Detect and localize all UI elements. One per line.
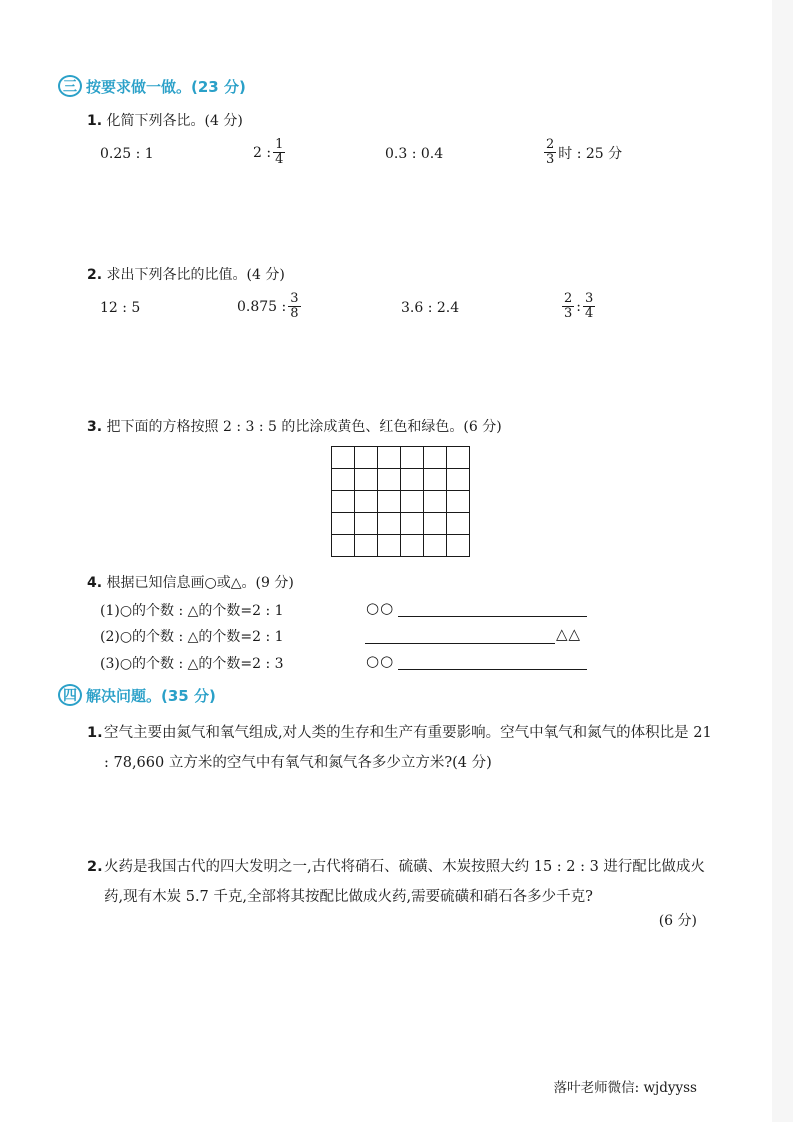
s3-q2-item-4-fraction-1 xyxy=(562,292,574,321)
grid-cell[interactable] xyxy=(447,513,470,535)
s3-q2-number: 2. xyxy=(87,267,103,283)
grid-cell[interactable] xyxy=(332,513,355,535)
grid-row xyxy=(332,535,470,557)
grid-cell[interactable] xyxy=(401,491,424,513)
fraction-numerator: 2 xyxy=(546,137,555,152)
s3-q4-item-2-shapes: △△ xyxy=(556,625,582,643)
grid-cell[interactable] xyxy=(378,513,401,535)
page-edge xyxy=(772,0,793,1122)
grid-cell[interactable] xyxy=(447,447,470,469)
s3-q2-heading xyxy=(87,264,285,284)
s3-q2-item-4-fraction-2 xyxy=(583,292,595,321)
s3-q2-text: 求出下列各比的比值。(4 分) xyxy=(106,267,285,283)
s3-q4-heading xyxy=(87,572,294,592)
fraction-denominator: 3 xyxy=(546,152,555,167)
grid-cell[interactable] xyxy=(424,469,447,491)
s3-q4-item-3-answer-line[interactable] xyxy=(398,669,587,670)
s3-q2-item-1-text: 12 : 5 xyxy=(100,300,141,316)
section4-title: 解决问题。(35 分) xyxy=(86,686,216,705)
grid-cell[interactable] xyxy=(378,447,401,469)
s3-q1-item-2-pre: 2 : xyxy=(253,144,272,161)
s3-q3-number: 3. xyxy=(87,419,103,435)
grid-cell[interactable] xyxy=(424,535,447,557)
grid-cell[interactable] xyxy=(332,447,355,469)
fraction-denominator: 3 xyxy=(564,306,573,321)
section3-badge: 三 xyxy=(58,75,82,97)
grid-cell[interactable] xyxy=(401,535,424,557)
s3-q2-item-4 xyxy=(560,292,597,321)
grid-cell[interactable] xyxy=(378,535,401,557)
coloring-grid[interactable] xyxy=(331,446,470,557)
fraction-numerator: 3 xyxy=(585,291,594,306)
s3-q1-number: 1. xyxy=(87,113,103,129)
fraction-numerator: 2 xyxy=(564,291,573,306)
grid-cell[interactable] xyxy=(401,469,424,491)
grid-cell[interactable] xyxy=(355,447,378,469)
s3-q1-text: 化简下列各比。(4 分) xyxy=(106,113,243,129)
grid-cell[interactable] xyxy=(332,535,355,557)
s3-q1-item-1-text: 0.25 : 1 xyxy=(100,146,154,162)
s3-q4-item-2-label: (2)○的个数 : △的个数=2 : 1 xyxy=(100,629,284,645)
fraction-denominator: 4 xyxy=(585,306,594,321)
grid-cell[interactable] xyxy=(447,535,470,557)
grid-row xyxy=(332,469,470,491)
fraction-denominator: 8 xyxy=(290,306,299,321)
s3-q2-item-3 xyxy=(401,300,459,316)
grid-row xyxy=(332,447,470,469)
grid-cell[interactable] xyxy=(447,469,470,491)
s4-q2-text: 火药是我国古代的四大发明之一,古代将硝石、硫磺、木炭按照大约 15 : 2 : 3 进行配比做成火药,现有木炭 5.7 千克,全部将其按配比做成火药,需要硫磺和硝石各多少千克? xyxy=(104,859,705,905)
s3-q1-item-2-fraction xyxy=(273,138,285,167)
s3-q4-item-1-answer-line[interactable] xyxy=(398,616,587,617)
s4-q1-number: 1. xyxy=(87,725,103,741)
grid-cell[interactable] xyxy=(424,513,447,535)
fraction-denominator: 4 xyxy=(275,152,284,167)
s3-q3-heading xyxy=(87,416,502,436)
grid-cell[interactable] xyxy=(401,513,424,535)
s3-q2-item-2-pre: 0.875 : xyxy=(237,298,287,315)
s3-q1-item-3-text: 0.3 : 0.4 xyxy=(385,146,444,162)
s3-q4-item-3-label: (3)○的个数 : △的个数=2 : 3 xyxy=(100,656,284,672)
s4-q2-score: (6 分) xyxy=(658,913,697,929)
s3-q4-item-2-answer-line[interactable] xyxy=(365,643,555,644)
grid-cell[interactable] xyxy=(378,469,401,491)
grid-cell[interactable] xyxy=(332,469,355,491)
grid-cell[interactable] xyxy=(355,535,378,557)
s3-q1-item-1 xyxy=(100,146,154,162)
s3-q2-item-2 xyxy=(237,292,303,321)
s3-q1-item-3 xyxy=(385,146,443,162)
s3-q1-heading xyxy=(87,110,243,130)
section3-header xyxy=(58,75,246,97)
s4-q1-text: 空气主要由氮气和氧气组成,对人类的生存和生产有重要影响。空气中氧气和氮气的体积比是 21 : 78,660 立方米的空气中有氧气和氮气各多少立方米?(4 分) xyxy=(104,725,712,771)
section3-title: 按要求做一做。(23 分) xyxy=(86,77,246,96)
grid-cell[interactable] xyxy=(355,469,378,491)
grid-row xyxy=(332,513,470,535)
s3-q1-item-2 xyxy=(253,138,287,167)
fraction-numerator: 3 xyxy=(290,291,299,306)
s3-q4-number: 4. xyxy=(87,575,103,591)
s3-q4-item-1-label: (1)○的个数 : △的个数=2 : 1 xyxy=(100,603,284,619)
grid-cell[interactable] xyxy=(401,447,424,469)
s3-q4-item-1-shapes: ○○ xyxy=(366,599,395,617)
footer-contact: 落叶老师微信: wjdyyss xyxy=(553,1080,697,1096)
s3-q4-text: 根据已知信息画○或△。(9 分) xyxy=(106,575,294,591)
s4-q2-number: 2. xyxy=(87,859,103,875)
grid-cell[interactable] xyxy=(355,491,378,513)
grid-row xyxy=(332,491,470,513)
section4-badge: 四 xyxy=(58,684,82,706)
s3-q2-item-1 xyxy=(100,300,140,316)
s3-q3-text: 把下面的方格按照 2 : 3 : 5 的比涂成黄色、红色和绿色。(6 分) xyxy=(106,419,502,435)
grid-cell[interactable] xyxy=(424,491,447,513)
s3-q1-item-4-fraction xyxy=(544,138,556,167)
s3-q1-item-4-post: 时 : 25 分 xyxy=(558,145,623,162)
grid-cell[interactable] xyxy=(332,491,355,513)
grid-cell[interactable] xyxy=(424,447,447,469)
s3-q2-item-2-fraction xyxy=(288,292,300,321)
grid-cell[interactable] xyxy=(447,491,470,513)
fraction-numerator: 1 xyxy=(275,137,284,152)
grid-cell[interactable] xyxy=(355,513,378,535)
s3-q2-item-4-colon: : xyxy=(576,298,581,315)
s3-q4-item-3-shapes: ○○ xyxy=(366,652,395,670)
s3-q1-item-4 xyxy=(542,138,622,167)
section4-header xyxy=(58,684,216,706)
s3-q2-item-3-text: 3.6 : 2.4 xyxy=(401,300,460,316)
grid-cell[interactable] xyxy=(378,491,401,513)
